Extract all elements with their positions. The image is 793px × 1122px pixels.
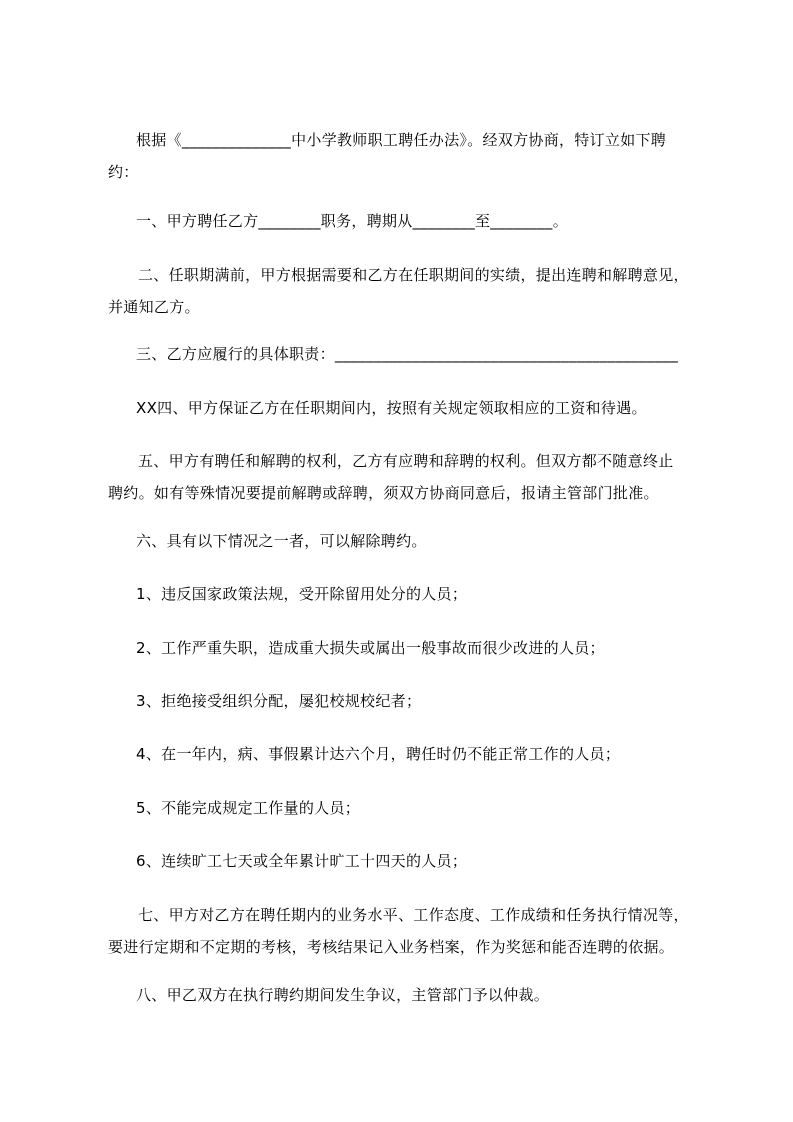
clause-4: XX四、甲方保证乙方在任职期间内，按照有关规定领取相应的工资和待遇。 bbox=[136, 399, 647, 417]
list-item: 6、连续旷工七天或全年累计旷工十四天的人员； bbox=[136, 852, 468, 870]
clause-2-line-2: 并通知乙方。 bbox=[108, 298, 200, 316]
list-item: 1、违反国家政策法规，受开除留用处分的人员； bbox=[136, 585, 468, 603]
clause-2 bbox=[108, 259, 708, 323]
list-item: 2、工作严重失职，造成重大损失或属出一般事故而很少改进的人员； bbox=[136, 639, 605, 657]
clause-1: 一、甲方聘任乙方________职务，聘期从________至________。 bbox=[136, 212, 569, 230]
intro-line-2: 约： bbox=[108, 163, 139, 181]
intro-line-1: 根据《______________中小学教师职工聘任办法》。经双方协商，特订立如下聘 bbox=[136, 131, 667, 149]
clause-5 bbox=[108, 445, 708, 509]
list-item: 5、不能完成规定工作量的人员； bbox=[136, 799, 361, 817]
list-item: 3、拒绝接受组织分配，屡犯校规校纪者； bbox=[136, 692, 422, 710]
clause-3: 三、乙方应履行的具体职责：____________________________________________ bbox=[136, 345, 679, 363]
clause-7-line-1: 七、甲方对乙方在聘任期内的业务水平、工作态度、工作成绩和任务执行情况等， bbox=[138, 906, 689, 924]
clause-7 bbox=[108, 899, 708, 963]
clause-8: 八、甲乙双方在执行聘约期间发生争议，主管部门予以仲裁。 bbox=[136, 986, 550, 1004]
clause-5-line-1: 五、甲方有聘任和解聘的权利，乙方有应聘和辞聘的权利。但双方都不随意终止 bbox=[138, 452, 674, 470]
intro-paragraph bbox=[108, 124, 708, 188]
clause-6: 六、具有以下情况之一者，可以解除聘约。 bbox=[136, 532, 427, 550]
clause-7-line-2: 要进行定期和不定期的考核，考核结果记入业务档案，作为奖惩和能否连聘的依据。 bbox=[108, 938, 675, 956]
list-item: 4、在一年内，病、事假累计达六个月，聘任时仍不能正常工作的人员； bbox=[136, 745, 621, 763]
clause-5-line-2: 聘约。如有等殊情况要提前解聘或辞聘，须双方协商同意后，报请主管部门批准。 bbox=[108, 484, 659, 502]
clause-2-line-1: 二、任职期满前，甲方根据需要和乙方在任职期间的实绩，提出连聘和解聘意见， bbox=[138, 266, 689, 284]
